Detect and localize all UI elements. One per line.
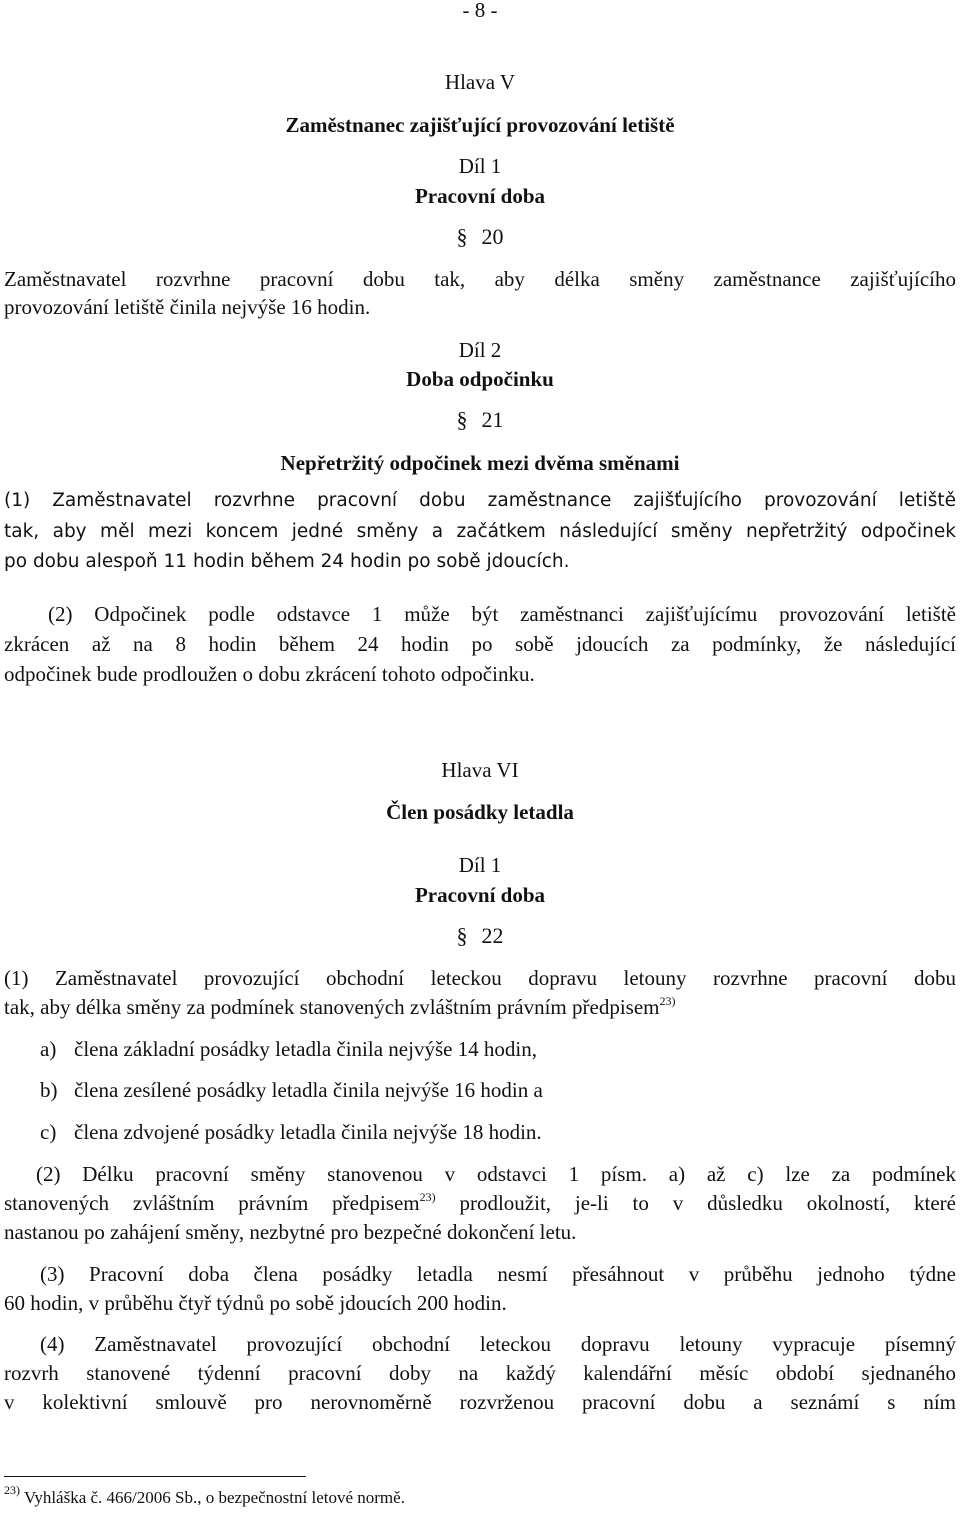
section-21-para-2-line: odpočinek bude prodloužen o dobu zkrácení tohoto odpočinku. xyxy=(4,662,535,686)
hlava-v-title: Zaměstnanec zajišťující provozování letiště xyxy=(285,113,675,137)
section-22-heading xyxy=(0,922,960,950)
hlava-vi-title: Člen posádky letadla xyxy=(386,800,574,824)
footnote-marker: 23) xyxy=(4,1483,20,1497)
hlava-v-heading: Hlava V xyxy=(444,70,516,94)
dil-1-label: Díl 1 xyxy=(458,154,502,178)
section-20-text-line: provozování letiště činila nejvýše 16 hodin. xyxy=(4,295,371,319)
dil-2-label: Díl 2 xyxy=(458,338,502,362)
section-22-para-4-line: rozvrh stanovené týdenní pracovní doby na každý kalendářní měsíc období sjednaného xyxy=(4,1361,956,1385)
dil-1-title: Pracovní doba xyxy=(414,883,546,907)
list-item-text: člena zesílené posádky letadla činila nejvýše 16 hodin a xyxy=(74,1078,543,1102)
section-20-text-line: Zaměstnavatel rozvrhne pracovní dobu tak, aby délka směny zaměstnance zajišťujícího xyxy=(4,267,956,291)
section-20-heading xyxy=(0,223,960,251)
section-22-para-4-line: v kolektivní smlouvě pro nerovnoměrně rozvrženou pracovní dobu a seznámí s ním xyxy=(4,1390,956,1414)
section-symbol: § xyxy=(456,224,468,249)
section-22-para-4-line: (4) Zaměstnavatel provozující obchodní leteckou dopravu letouny vypracuje písemný xyxy=(40,1332,956,1356)
section-21-heading xyxy=(0,406,960,434)
section-symbol: § xyxy=(456,923,468,948)
section-22-para-1-text: tak, aby délka směny za podmínek stanovených zvláštním právním předpisem xyxy=(4,995,660,1019)
section-22-para-2-text: stanovených zvláštním právním předpisem xyxy=(4,1191,420,1215)
footnote xyxy=(4,1484,405,1512)
footnote-separator xyxy=(4,1476,306,1477)
list-item-letter: a) xyxy=(40,1037,57,1061)
section-number: 20 xyxy=(481,224,504,249)
section-22-para-3-line: (3) Pracovní doba člena posádky letadla nesmí přesáhnout v průběhu jednoho týdne xyxy=(40,1262,956,1286)
section-22-para-3-line: 60 hodin, v průběhu čtyř týdnů po sobě jdoucích 200 hodin. xyxy=(4,1291,507,1315)
section-21-para-2-line xyxy=(4,600,956,628)
section-22-para-2-line: nastanou po zahájení směny, nezbytné pro bezpečné dokončení letu. xyxy=(4,1220,577,1244)
hlava-vi-heading: Hlava VI xyxy=(441,758,519,782)
footnote-text: Vyhláška č. 466/2006 Sb., o bezpečnostní letové normě. xyxy=(20,1488,405,1507)
list-item-letter: c) xyxy=(40,1120,57,1144)
dil-1-title: Pracovní doba xyxy=(414,184,546,208)
section-number: 22 xyxy=(481,923,504,948)
section-21-para-1-line: (1) Zaměstnavatel rozvrhne pracovní dobu zaměstnance zajišťujícího provozování letiště xyxy=(4,490,956,511)
section-22-para-2-text: prodloužit, je-li to v důsledku okolností, které xyxy=(435,1191,956,1215)
footnote-reference[interactable]: 23) xyxy=(419,1190,436,1204)
section-21-para-1-line: tak, aby měl mezi koncem jedné směny a začátkem následující směny nepřetržitý odpočinek xyxy=(4,521,956,542)
list-item xyxy=(40,1118,542,1146)
section-21-para-2-line: zkrácen až na 8 hodin během 24 hodin po sobě jdoucích za podmínky, že následující xyxy=(4,632,956,656)
list-item xyxy=(40,1035,537,1063)
section-22-para-1-line: (1) Zaměstnavatel provozující obchodní leteckou dopravu letouny rozvrhne pracovní dobu xyxy=(4,966,956,990)
dil-2-title: Doba odpočinku xyxy=(406,367,554,391)
section-21-subtitle: Nepřetržitý odpočinek mezi dvěma směnami xyxy=(280,451,680,475)
section-symbol: § xyxy=(456,407,468,432)
list-item-letter: b) xyxy=(40,1078,58,1102)
section-number: 21 xyxy=(481,407,504,432)
section-22-para-1-line xyxy=(4,993,676,1021)
list-item-text: člena základní posádky letadla činila nejvýše 14 hodin, xyxy=(74,1037,538,1061)
dil-1-label: Díl 1 xyxy=(458,853,502,877)
section-22-para-2-line: (2) Délku pracovní směny stanovenou v odstavci 1 písm. a) až c) lze za podmínek xyxy=(36,1162,956,1186)
page-number: - 8 - xyxy=(462,0,498,22)
list-item xyxy=(40,1076,543,1104)
list-item-text: člena zdvojené posádky letadla činila nejvýše 18 hodin. xyxy=(74,1120,542,1144)
section-22-para-2-line xyxy=(4,1189,956,1217)
footnote-reference[interactable]: 23) xyxy=(659,994,676,1008)
section-21-para-1-line: po dobu alespoň 11 hodin během 24 hodin po sobě jdoucích. xyxy=(4,551,570,572)
section-21-para-2-text: (2) Odpočinek podle odstavce 1 může být zaměstnanci zajišťujícímu provozování letiště xyxy=(48,602,956,626)
